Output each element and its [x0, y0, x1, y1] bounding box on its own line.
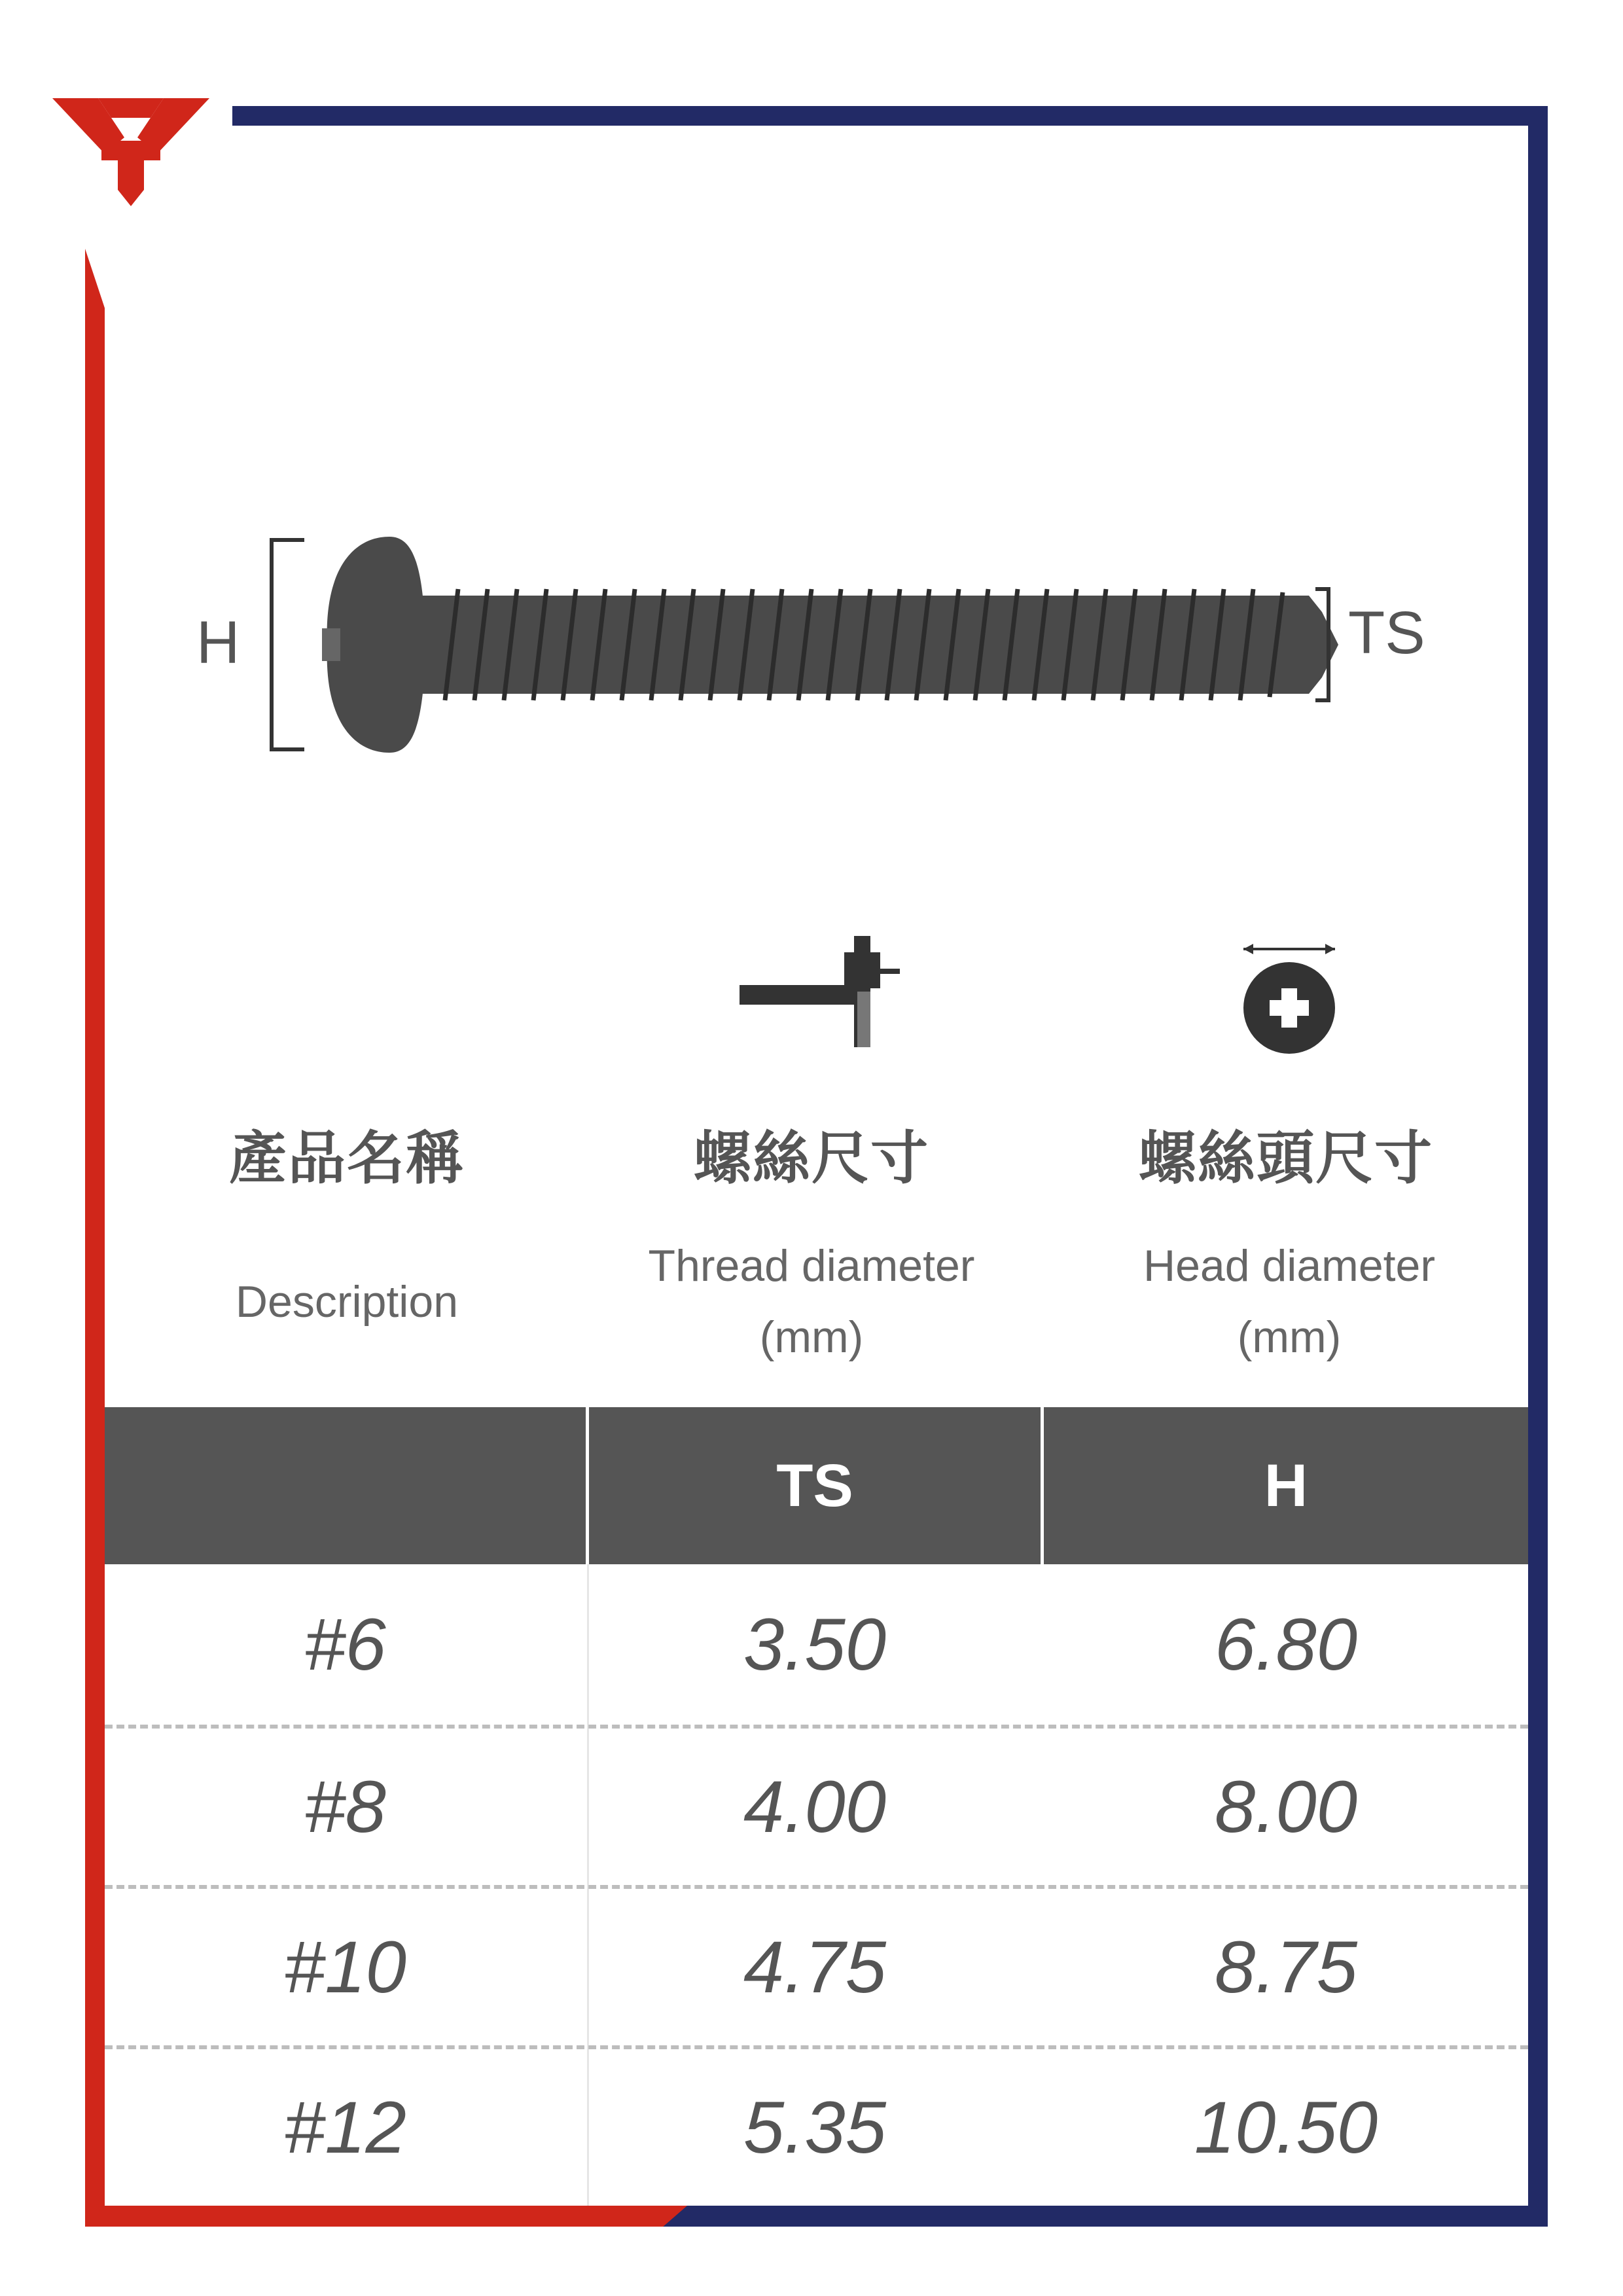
column-title-description: 產品名稱 [228, 1124, 465, 1192]
header-cell-ts: TS [776, 1452, 853, 1519]
thread-dimension-label: TS [1348, 600, 1425, 666]
table-cell: #6 [304, 1604, 386, 1685]
column-title-thread: 螺絲尺寸 [693, 1124, 929, 1192]
table-cell: 8.75 [1215, 1926, 1357, 2008]
table-cell: 4.00 [743, 1765, 886, 1848]
thread-subtitle-line2: (mm) [759, 1312, 864, 1362]
table-cell: 5.35 [743, 2086, 886, 2168]
column-subtitle-description: Description [235, 1277, 459, 1327]
head-subtitle-line2: (mm) [1237, 1312, 1342, 1362]
phillips-head-icon [1237, 936, 1342, 1054]
column-title-head: 螺絲頭尺寸 [1138, 1124, 1433, 1192]
brand-logo [52, 92, 209, 209]
frame-bottom-border-red [85, 2206, 687, 2227]
caliper-icon [740, 929, 910, 1054]
head-dimension-label: H [196, 609, 240, 676]
screw-diagram [262, 524, 1342, 766]
table-cell: 4.75 [743, 1926, 886, 2008]
table-cell: #8 [304, 1765, 386, 1848]
table-cell: 8.00 [1215, 1765, 1357, 1848]
frame-right-border [1528, 106, 1548, 2227]
thread-subtitle-line1: Thread diameter [648, 1241, 975, 1291]
column-subtitle-thread [589, 1230, 1034, 1373]
header-cell-h: H [1264, 1452, 1308, 1519]
frame-left-border [85, 249, 105, 2227]
table-cell: 6.80 [1215, 1604, 1357, 1685]
head-subtitle-line1: Head diameter [1143, 1241, 1436, 1291]
table-cell: 3.50 [743, 1604, 886, 1685]
frame-bottom-border-navy [661, 2206, 1548, 2227]
frame-top-border [232, 106, 1548, 126]
table-cell: #12 [284, 2086, 406, 2168]
table-cell: #10 [284, 1926, 406, 2008]
header-cell-description [105, 1407, 586, 1564]
table-cell: 10.50 [1194, 2086, 1378, 2168]
column-subtitle-head [1073, 1230, 1505, 1373]
